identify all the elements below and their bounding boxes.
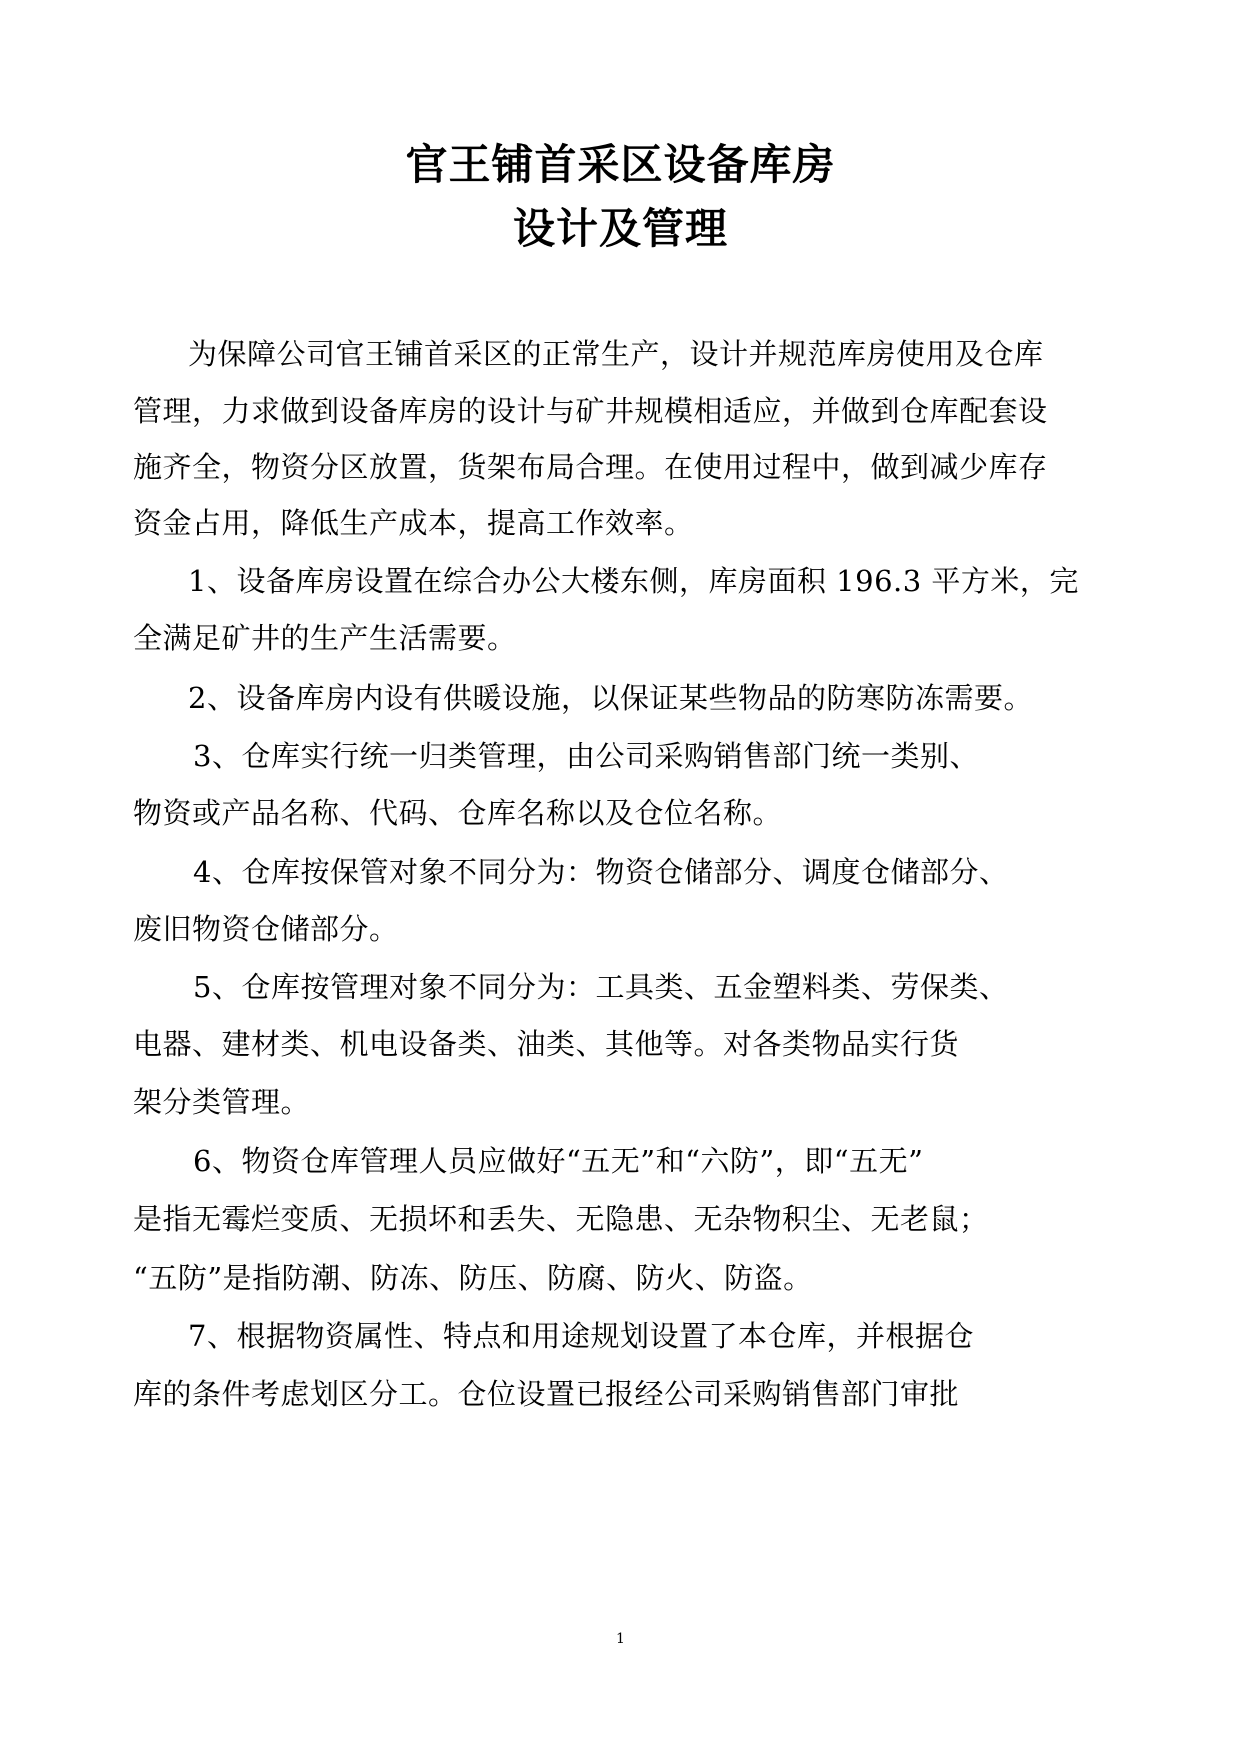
page-number: 1 (616, 1631, 625, 1647)
body-line: 6、物资仓库管理人员应做好“五无”和“六防”，即“五无” (193, 1144, 924, 1178)
body-line: 1、设备库房设置在综合办公大楼东侧，库房面积 196.3 平方米，完 (188, 564, 1079, 598)
body-line: 全满足矿井的生产生活需要。 (133, 621, 517, 655)
body-line: 废旧物资仓储部分。 (133, 912, 399, 946)
body-line: 施齐全，物资分区放置，货架布局合理。在使用过程中，做到减少库存 (133, 450, 1048, 484)
body-line: 4、仓库按保管对象不同分为：物资仓储部分、调度仓储部分、 (193, 855, 1009, 889)
document-title-line-2: 设计及管理 (512, 204, 728, 253)
body-line: 为保障公司官王铺首采区的正常生产，设计并规范库房使用及仓库 (188, 337, 1044, 371)
body-line: 物资或产品名称、代码、仓库名称以及仓位名称。 (133, 796, 783, 830)
body-line: 3、仓库实行统一归类管理，由公司采购销售部门统一类别、 (193, 739, 979, 773)
body-line: 架分类管理。 (133, 1085, 311, 1119)
document-title-line-1: 官王铺首采区设备库房 (405, 140, 836, 189)
body-line: 管理，力求做到设备库房的设计与矿井规模相适应，并做到仓库配套设 (133, 394, 1048, 428)
body-line: 7、根据物资属性、特点和用途规划设置了本仓库，并根据仓 (188, 1319, 974, 1353)
body-line: “五防”是指防潮、防冻、防压、防腐、防火、防盗。 (133, 1261, 813, 1295)
body-line: 2、设备库房内设有供暖设施，以保证某些物品的防寒防冻需要。 (188, 681, 1033, 715)
body-line: 是指无霉烂变质、无损坏和丢失、无隐患、无杂物积尘、无老鼠； (133, 1202, 989, 1236)
body-line: 资金占用，降低生产成本，提高工作效率。 (133, 506, 694, 540)
body-line: 库的条件考虑划区分工。仓位设置已报经公司采购销售部门审批 (133, 1377, 960, 1411)
body-line: 5、仓库按管理对象不同分为：工具类、五金塑料类、劳保类、 (193, 970, 1009, 1004)
body-line: 电器、建材类、机电设备类、油类、其他等。对各类物品实行货 (133, 1027, 960, 1061)
